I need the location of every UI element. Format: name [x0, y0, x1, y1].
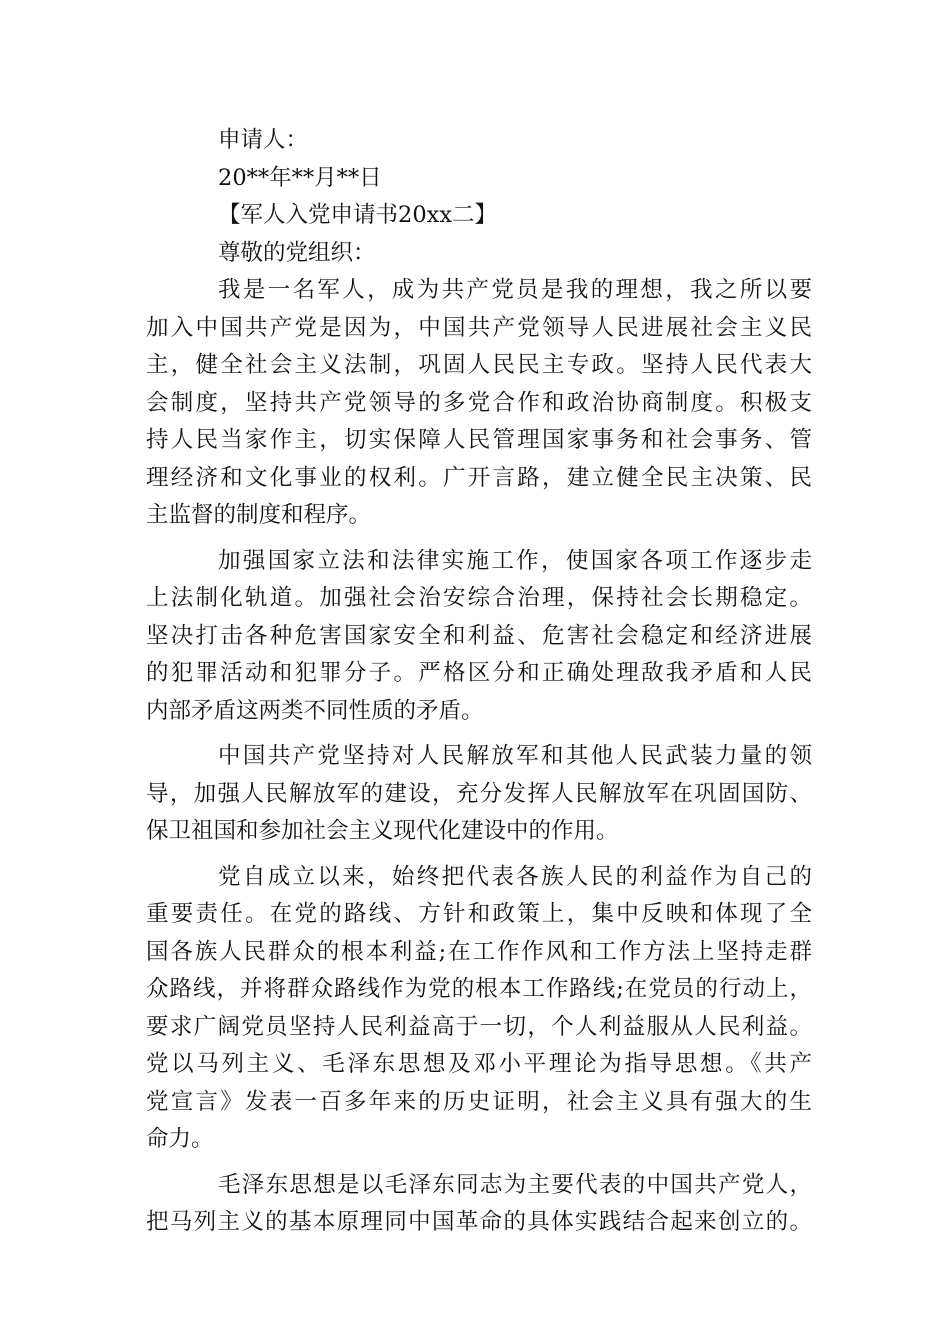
paragraph-line: 毛泽东思想是以毛泽东同志为主要代表的中国共产党人，	[218, 1171, 812, 1198]
paragraph-5	[146, 1167, 812, 1242]
paragraph-line: 把马列主义的基本原理同中国革命的具体实践结合起来创立的。	[146, 1209, 812, 1235]
paragraph-line: 众路线，并将群众路线作为党的根本工作路线;在党员的行动上，	[146, 976, 812, 1002]
paragraph-line: 党宣言》发表一百多年来的历史证明，社会主义具有强大的生	[146, 1088, 812, 1115]
paragraph-line: 加入中国共产党是因为，中国共产党领导人民进展社会主义民	[146, 314, 812, 341]
paragraph-line: 中国共产党坚持对人民解放军和其他人民武装力量的领	[218, 743, 812, 769]
paragraph-1	[146, 272, 812, 535]
paragraph-line: 党自成立以来，始终把代表各族人民的利益作为自己的	[218, 863, 812, 890]
paragraph-line: 加强国家立法和法律实施工作，使国家各项工作逐步走	[218, 547, 812, 574]
paragraph-line: 持人民当家作主，切实保障人民管理国家事务和社会事务、管	[146, 427, 812, 453]
paragraph-line: 国各族人民群众的根本利益;在工作作风和工作方法上坚持走群	[146, 938, 812, 965]
paragraph-line: 命力。	[146, 1126, 214, 1152]
paragraph-line: 内部矛盾这两类不同性质的矛盾。	[146, 697, 484, 724]
document-page	[146, 122, 812, 1242]
paragraph-line: 主监督的制度和程序。	[146, 502, 372, 528]
paragraph-line: 要求广阔党员坚持人民利益高于一切，个人利益服从人民利益。	[146, 1013, 812, 1040]
paragraph-line: 主，健全社会主义法制，巩固人民民主专政。坚持人民代表大	[146, 352, 812, 378]
paragraph-line: 重要责任。在党的路线、方针和政策上，集中反映和体现了全	[146, 901, 812, 927]
paragraph-4	[146, 859, 812, 1159]
salutation: 尊敬的党组织：	[218, 239, 376, 266]
paragraph-3	[146, 738, 812, 851]
paragraph-line: 导，加强人民解放军的建设，充分发挥人民解放军在巩固国防、	[146, 780, 812, 807]
paragraph-line: 我是一名军人，成为共产党员是我的理想，我之所以要	[218, 277, 812, 303]
paragraph-line: 党以马列主义、毛泽东思想及邓小平理论为指导思想。《共产	[146, 1051, 812, 1077]
paragraph-line: 的犯罪活动和犯罪分子。严格区分和正确处理敌我矛盾和人民	[146, 660, 812, 686]
paragraph-line: 会制度，坚持共产党领导的多党合作和政治协商制度。积极支	[146, 389, 812, 416]
paragraph-2	[146, 543, 812, 731]
paragraph-line: 理经济和文化事业的权利。广开言路，建立健全民主决策、民	[146, 464, 812, 491]
paragraph-line: 保卫祖国和参加社会主义现代化建设中的作用。	[146, 818, 619, 844]
section-title: 【军人入党申请书20xx二】	[218, 202, 498, 228]
paragraph-line: 上法制化轨道。加强社会治安综合治理，保持社会长期稳定。	[146, 585, 812, 611]
paragraph-line: 坚决打击各种危害国家安全和利益、危害社会稳定和经济进展	[146, 622, 812, 649]
date-line: 20**年**月**日	[218, 164, 382, 191]
applicant-label: 申请人：	[218, 127, 309, 153]
